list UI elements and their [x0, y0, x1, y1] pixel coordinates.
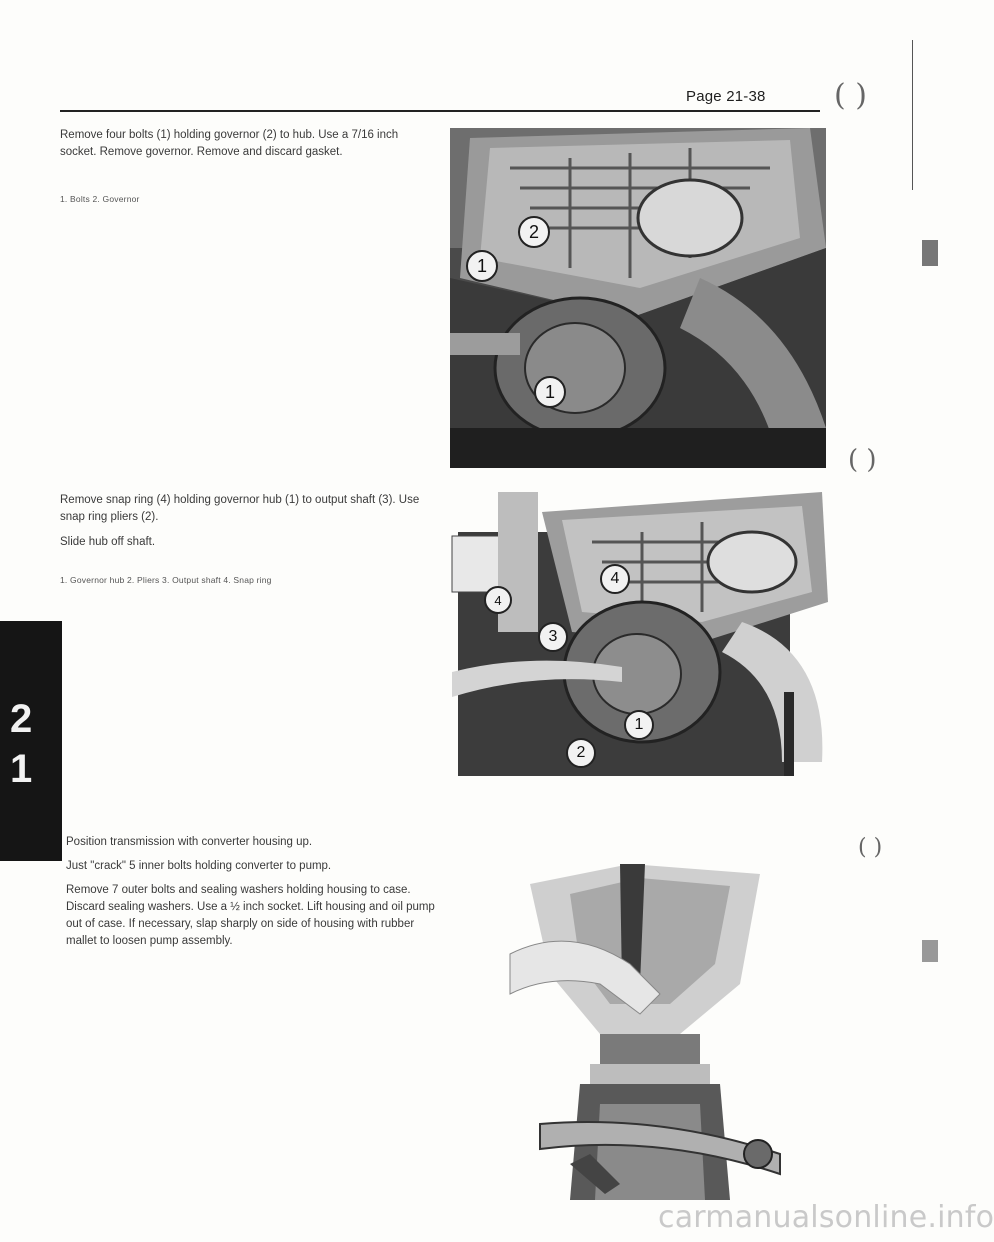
footer-watermark: carmanualsonline.info [658, 1200, 994, 1235]
callout-3: 3 [538, 622, 568, 652]
section-2-text [60, 492, 436, 551]
section-3-paragraph: Position transmission with converter housing up. [66, 836, 313, 848]
section-1-text [60, 127, 436, 161]
photo-governor-removal [450, 128, 826, 468]
section-tab-digit: 1 [10, 747, 33, 791]
section-2-paragraph: Remove snap ring (4) holding governor hub (1) to output shaft (3). Use snap ring pliers (2). [60, 494, 420, 523]
callout-1: 1 [534, 376, 566, 408]
section-1-paragraph: Remove four bolts (1) holding governor (2) to hub. Use a 7/16 inch socket. Remove governor. Remove and discard gasket. [60, 129, 399, 158]
section-3-text [66, 834, 438, 950]
section-1-caption: 1. Bolts 2. Governor [60, 194, 140, 204]
section-2-paragraph: Slide hub off shaft. [60, 536, 156, 548]
callout-4: 4 [484, 586, 512, 614]
section-3-paragraph: Remove 7 outer bolts and sealing washers holding housing to case. Discard sealing washers. Use a ½ inch socket. Lift housing and oil pump out of case. If necessary, slap sharply on side of housing with rubber mallet to loosen pump assembly. [66, 884, 435, 947]
callout-2: 2 [566, 738, 596, 768]
photo-snap-ring-removal [452, 492, 828, 776]
scan-edge-mark [922, 240, 938, 266]
section-tab-digit: 2 [10, 697, 33, 741]
scan-edge-mark [922, 940, 938, 962]
callout-1: 1 [624, 710, 654, 740]
section-3-paragraph: Just "crack" 5 inner bolts holding converter to pump. [66, 860, 332, 872]
callout-2: 2 [518, 216, 550, 248]
binding-mark-middle: ( ) [848, 445, 877, 475]
callout-4: 4 [600, 564, 630, 594]
header-rule [60, 110, 820, 112]
callout-1: 1 [466, 250, 498, 282]
page-number: Page 21-38 [686, 88, 766, 105]
binding-mark-top: ( ) [834, 78, 867, 113]
scan-edge-line [912, 40, 913, 190]
binding-mark-bottom: ( ) [858, 835, 883, 860]
section-tab [0, 621, 62, 861]
section-2-caption: 1. Governor hub 2. Pliers 3. Output shaft 4. Snap ring [60, 575, 272, 585]
photo-pump-removal [510, 864, 790, 1200]
